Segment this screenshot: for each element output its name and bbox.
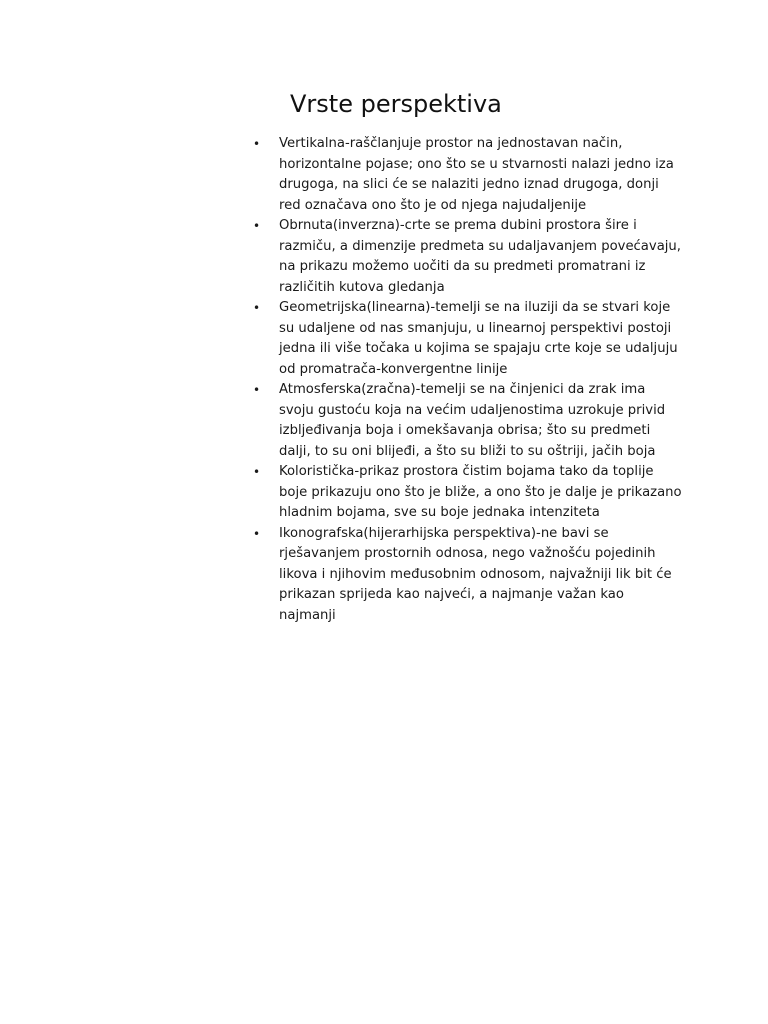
list-item-obrnuta [253, 216, 683, 298]
list-item-text: Geometrijska(linearna)-temelji se na iluziji da se stvari koje su udaljene od nas smanjuju, u linearnoj perspektivi postoji jedna ili više točaka u kojima se spajaju crte koje se udaljuju od promatrača-konvergentne linije [279, 300, 678, 377]
list-item-geometrijska [253, 298, 683, 380]
list-item-atmosferska [253, 380, 683, 462]
list-item-text: Obrnuta(inverzna)-crte se prema dubini prostora šire i razmiču, a dimenzije predmeta su udaljavanjem povećavaju, na prikazu možemo uočiti da su predmeti promatrani iz različitih kutova gledanja [279, 218, 681, 295]
bullet-icon: • [253, 219, 261, 233]
document-title: Vrste perspektiva [290, 90, 502, 118]
bullet-icon: • [253, 465, 261, 479]
list-item-ikonografska [253, 524, 683, 627]
list-item-text: Ikonografska(hijerarhijska perspektiva)-ne bavi se rješavanjem prostornih odnosa, nego važnošću pojedinih likova i njihovim međusobnim odnosom, najvažniji lik bit će prikazan sprijeda kao najveći, a najmanje važan kao najmanji [279, 525, 672, 623]
list-item-text: Vertikalna-raščlanjuje prostor na jednostavan način, horizontalne pojase; ono što se u stvarnosti nalazi jedno iza drugoga, na slici će se nalaziti jedno iznad drugoga, donji red označava ono što je od njega najudaljenije [279, 136, 674, 213]
bullet-icon: • [253, 301, 261, 315]
bullet-icon: • [253, 383, 261, 397]
bullet-icon: • [253, 526, 261, 541]
bullet-icon: • [253, 137, 261, 151]
list-item-text: Koloristička-prikaz prostora čistim bojama tako da toplije boje prikazuju ono što je bliže, a ono što je dalje je prikazano hladnim bojama, sve su boje jednaka intenziteta [279, 464, 682, 520]
list-item-text: Atmosferska(zračna)-temelji se na činjenici da zrak ima svoju gustoću koja na većim udaljenostima uzrokuje privid izbljeđivanja boja i omekšavanja obrisa; što su predmeti dalji, to su oni blijeđi, a što su bliži to su oštriji, jačih boja [279, 382, 666, 459]
perspective-types-list [253, 134, 683, 626]
list-item-vertikalna [253, 134, 683, 216]
list-item-koloristicka [253, 462, 683, 524]
